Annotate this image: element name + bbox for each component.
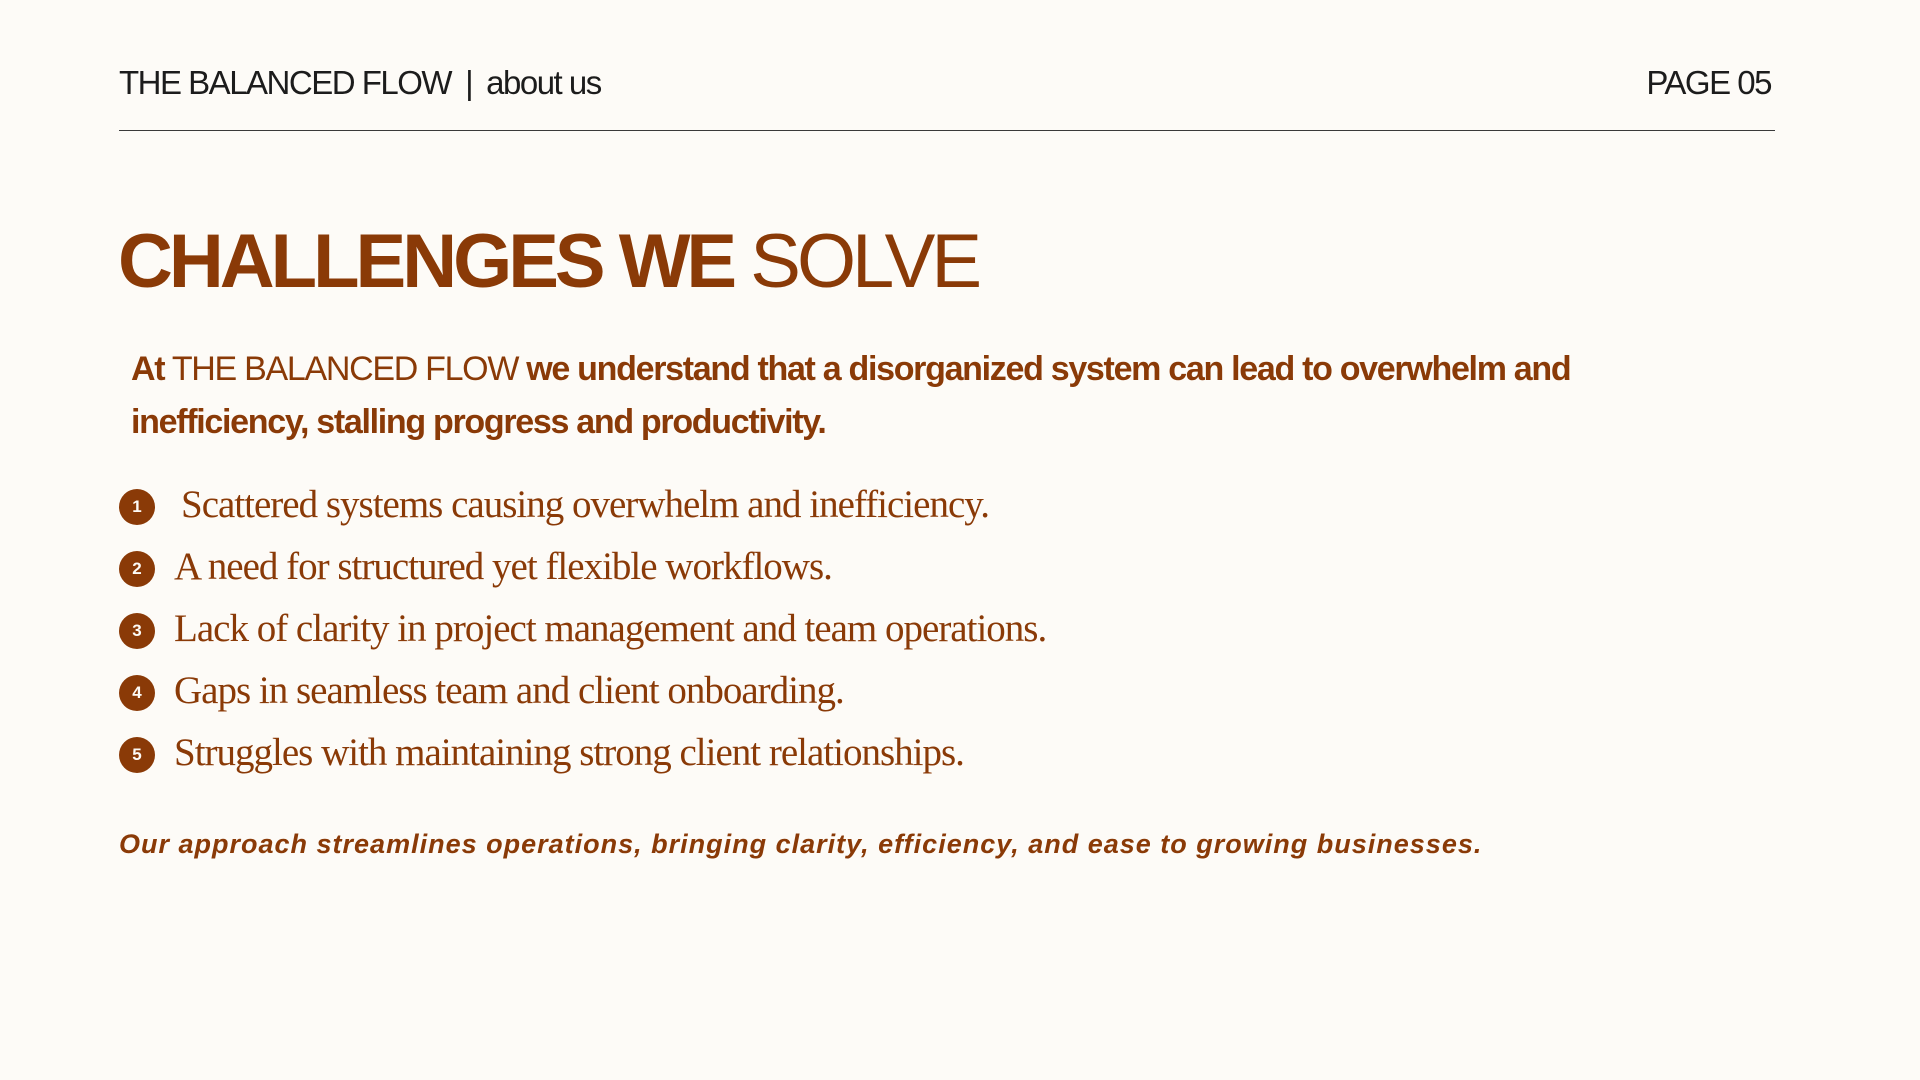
- title-bold-part: CHALLENGES WE: [118, 219, 734, 304]
- challenge-item: [119, 601, 1519, 663]
- challenge-item: [119, 539, 1519, 601]
- header-brand: THE BALANCED FLOW: [119, 64, 452, 101]
- header-divider: [119, 130, 1775, 131]
- number-badge: 2: [119, 551, 155, 587]
- challenge-item: [119, 663, 1519, 725]
- page-title: [118, 219, 979, 304]
- title-light-part: SOLVE: [750, 219, 979, 304]
- intro-paragraph: [131, 343, 1691, 449]
- header-separator: |: [465, 64, 473, 101]
- number-badge: 1: [119, 489, 155, 525]
- number-badge: 5: [119, 737, 155, 773]
- challenge-text: A need for structured yet flexible workflows.: [174, 545, 832, 588]
- header-section-label: about us: [486, 64, 601, 101]
- challenge-text: Struggles with maintaining strong client relationships.: [174, 731, 964, 774]
- challenges-list: [119, 477, 1519, 787]
- challenge-text: Scattered systems causing overwhelm and inefficiency.: [181, 483, 989, 526]
- closing-statement: Our approach streamlines operations, bringing clarity, efficiency, and ease to growing businesses.: [119, 829, 1483, 859]
- page-header: [119, 64, 1775, 110]
- intro-brand: THE BALANCED FLOW: [171, 350, 519, 388]
- challenge-item: [119, 477, 1519, 539]
- intro-text: we understand that a disorganized system can lead to overwhelm and inefficiency, stalling progress and productivity.: [131, 350, 1571, 441]
- challenge-item: [119, 725, 1519, 787]
- number-badge: 4: [119, 675, 155, 711]
- header-brand-section: [119, 64, 601, 102]
- challenge-text: Lack of clarity in project management and team operations.: [174, 607, 1047, 650]
- challenge-text: Gaps in seamless team and client onboarding.: [174, 669, 844, 712]
- number-badge: 3: [119, 613, 155, 649]
- page-number: PAGE 05: [1646, 64, 1771, 101]
- intro-prefix: At: [131, 350, 165, 388]
